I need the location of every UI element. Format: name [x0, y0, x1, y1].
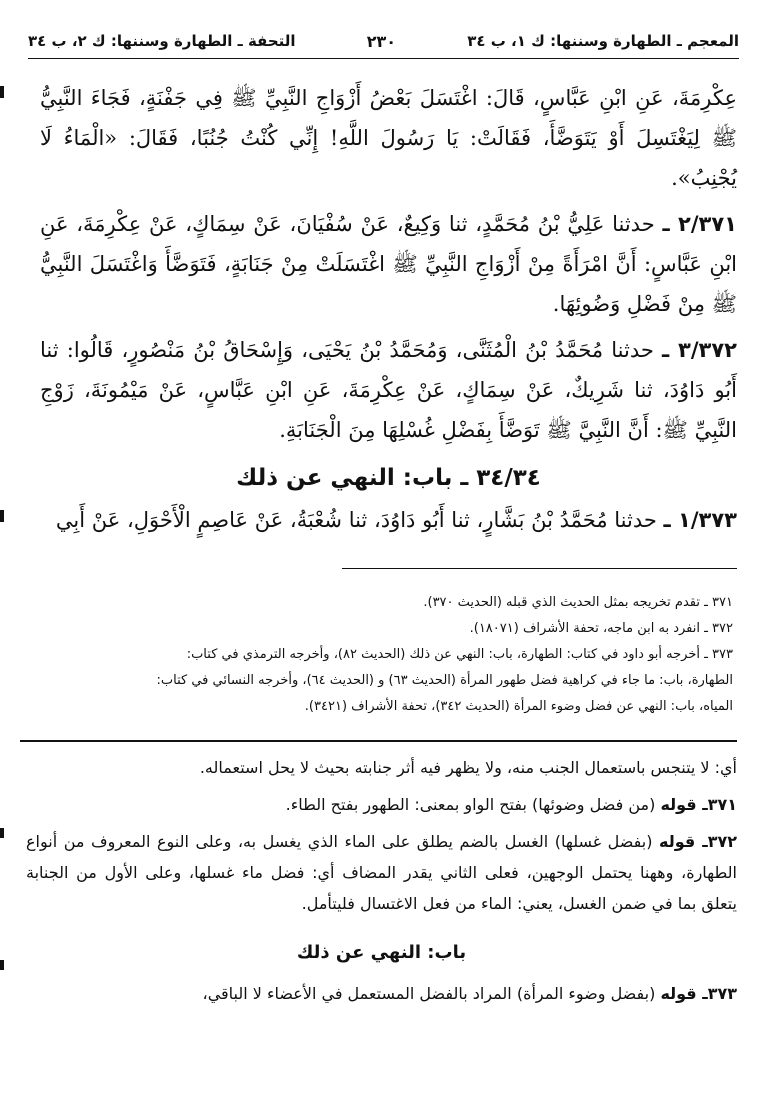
hadith-text — [40, 78, 737, 546]
hadith-body: حدثنا عَلِيُّ بْنُ مُحَمَّدٍ، ثنا وَكِيعٌ، عَنْ سُفْيَانَ، عَنْ سِمَاكٍ، عَنْ عِكْرِمَةَ، عَنِ ابْنِ عَبَّاسٍ: أَنَّ امْرَأَةً مِنْ أَزْوَاجِ النَّبِيِّ ﷺ اغْتَسَلَتْ مِنْ جَنَابَةٍ، فَتَوَضَّأَ وَاغْتَسَلَ النَّبِيُّ ﷺ مِنْ فَضْلِ وَضُوئِهَا. — [40, 212, 737, 316]
reference-line: ٣٧١ ـ تقدم تخريجه بمثل الحديث الذي قبله (الحديث ٣٧٠). — [423, 595, 733, 610]
commentary-divider — [20, 740, 737, 742]
commentary — [26, 752, 737, 1015]
commentary-paragraph — [26, 789, 737, 820]
hadith-body: حدثنا مُحَمَّدُ بْنُ الْمُثَنَّى، وَمُحَمَّدُ بْنُ يَحْيَى، وَإِسْحَاقُ بْنُ مَنْصُورٍ، قَالُوا: ثنا أَبُو دَاوُدَ، ثنا شَرِيكٌ، عَنْ سِمَاكٍ، عَنْ عِكْرِمَةَ، عَنِ ابْنِ عَبَّاسٍ، عَنْ مَيْمُونَةَ، زَوْجِ النَّبِيِّ ﷺ: أَنَّ النَّبِيَّ ﷺ تَوَضَّأَ بِفَضْلِ غُسْلِهَا مِنَ الْجَنَابَةِ. — [40, 338, 737, 442]
hadith-372-3 — [40, 330, 737, 450]
scan-margin-mark — [0, 510, 4, 522]
hadith-number: ٣/٣٧٢ ـ — [662, 338, 737, 362]
hadith-body: حدثنا مُحَمَّدُ بْنُ بَشَّارٍ، ثنا أَبُو دَاوُدَ، ثنا شُعْبَةُ، عَنْ عَاصِمٍ الْأَحْوَلِ، عَنْ أَبِي — [55, 508, 657, 532]
header-left-reference: التحفة ـ الطهارة وسننها: ك ٢، ب ٣٤ — [28, 32, 296, 50]
commentary-chapter-heading: باب: النهي عن ذلك — [296, 942, 467, 963]
reference-line: ٣٧٢ ـ انفرد به ابن ماجه، تحفة الأشراف (١٨٠٧١). — [469, 621, 733, 636]
hadith-number: ١/٣٧٣ ـ — [663, 508, 737, 532]
commentary-body: (من فضل وضوئها) بفتح الواو بمعنى: الطهور بفتح الطاء. — [285, 795, 656, 814]
reference-line: الطهارة، باب: ما جاء في كراهية فضل طهور المرأة (الحديث ٦٣) و (الحديث ٦٤)، وأخرجه النسائي في كتاب: — [156, 673, 733, 688]
takhrij-references — [34, 590, 733, 720]
page-number: ٢٣٠ — [366, 31, 397, 51]
commentary-paragraph — [26, 978, 737, 1009]
commentary-keyword: ٣٧٣ـ قوله — [660, 984, 737, 1003]
hadith-continuation: عِكْرِمَةَ، عَنِ ابْنِ عَبَّاسٍ، قَالَ: اغْتَسَلَ بَعْضُ أَزْوَاجِ النَّبِيِّ ﷺ فِي جَفْنَةٍ، فَجَاءَ النَّبِيُّ ﷺ لِيَغْتَسِلَ أَوْ يَتَوَضَّأَ، فَقَالَتْ: يَا رَسُولَ اللَّهِ! إِنِّي كُنْتُ جُنُبًا، فَقَالَ: «الْمَاءُ لَا يُجْنِبُ». — [40, 86, 737, 190]
scan-margin-mark — [0, 960, 4, 970]
commentary-keyword: ٣٧١ـ قوله — [660, 795, 737, 814]
commentary-keyword: ٣٧٢ـ قوله — [659, 832, 738, 851]
commentary-body: (بفضل وضوء المرأة) المراد بالفضل المستعمل في الأعضاء لا الباقي، — [202, 984, 656, 1003]
hadith-373-1 — [40, 500, 737, 540]
header-right-reference: المعجم ـ الطهارة وسننها: ك ١، ب ٣٤ — [467, 32, 739, 50]
footnote-divider — [342, 568, 737, 569]
reference-line: ٣٧٣ ـ أخرجه أبو داود في كتاب: الطهارة، باب: النهي عن ذلك (الحديث ٨٢)، وأخرجه الترمذي في كتاب: — [186, 647, 733, 662]
scan-margin-mark — [0, 828, 4, 838]
hadith-number: ٢/٣٧١ ـ — [662, 212, 737, 236]
commentary-body: (بفضل غسلها) الغسل بالضم يطلق على الماء الذي يغسل به، وعلى النوع المعروف من أنواع الطهارة، وههنا يحتمل الوجهين، فعلى الثاني يقدر المضاف أي: فضل ماء غسلها، وعلى الأول من الجنابة يتعلق بما في ضمن الغسل، يعني: الماء من فعل الاغتسال فليتأمل. — [26, 832, 737, 913]
hadith-371-2 — [40, 204, 737, 324]
reference-line: المياه، باب: النهي عن فضل وضوء المرأة (الحديث ٣٤٢)، تحفة الأشراف (٣٤٢١). — [304, 699, 733, 714]
commentary-paragraph: أي: لا يتنجس باستعمال الجنب منه، ولا يظهر فيه أثر جنابته بحيث لا يحل استعماله. — [199, 758, 737, 777]
commentary-paragraph — [26, 826, 737, 919]
chapter-heading: ٣٤/٣٤ ـ باب: النهي عن ذلك — [236, 465, 541, 491]
scan-margin-mark — [0, 86, 4, 98]
running-header — [28, 24, 739, 59]
